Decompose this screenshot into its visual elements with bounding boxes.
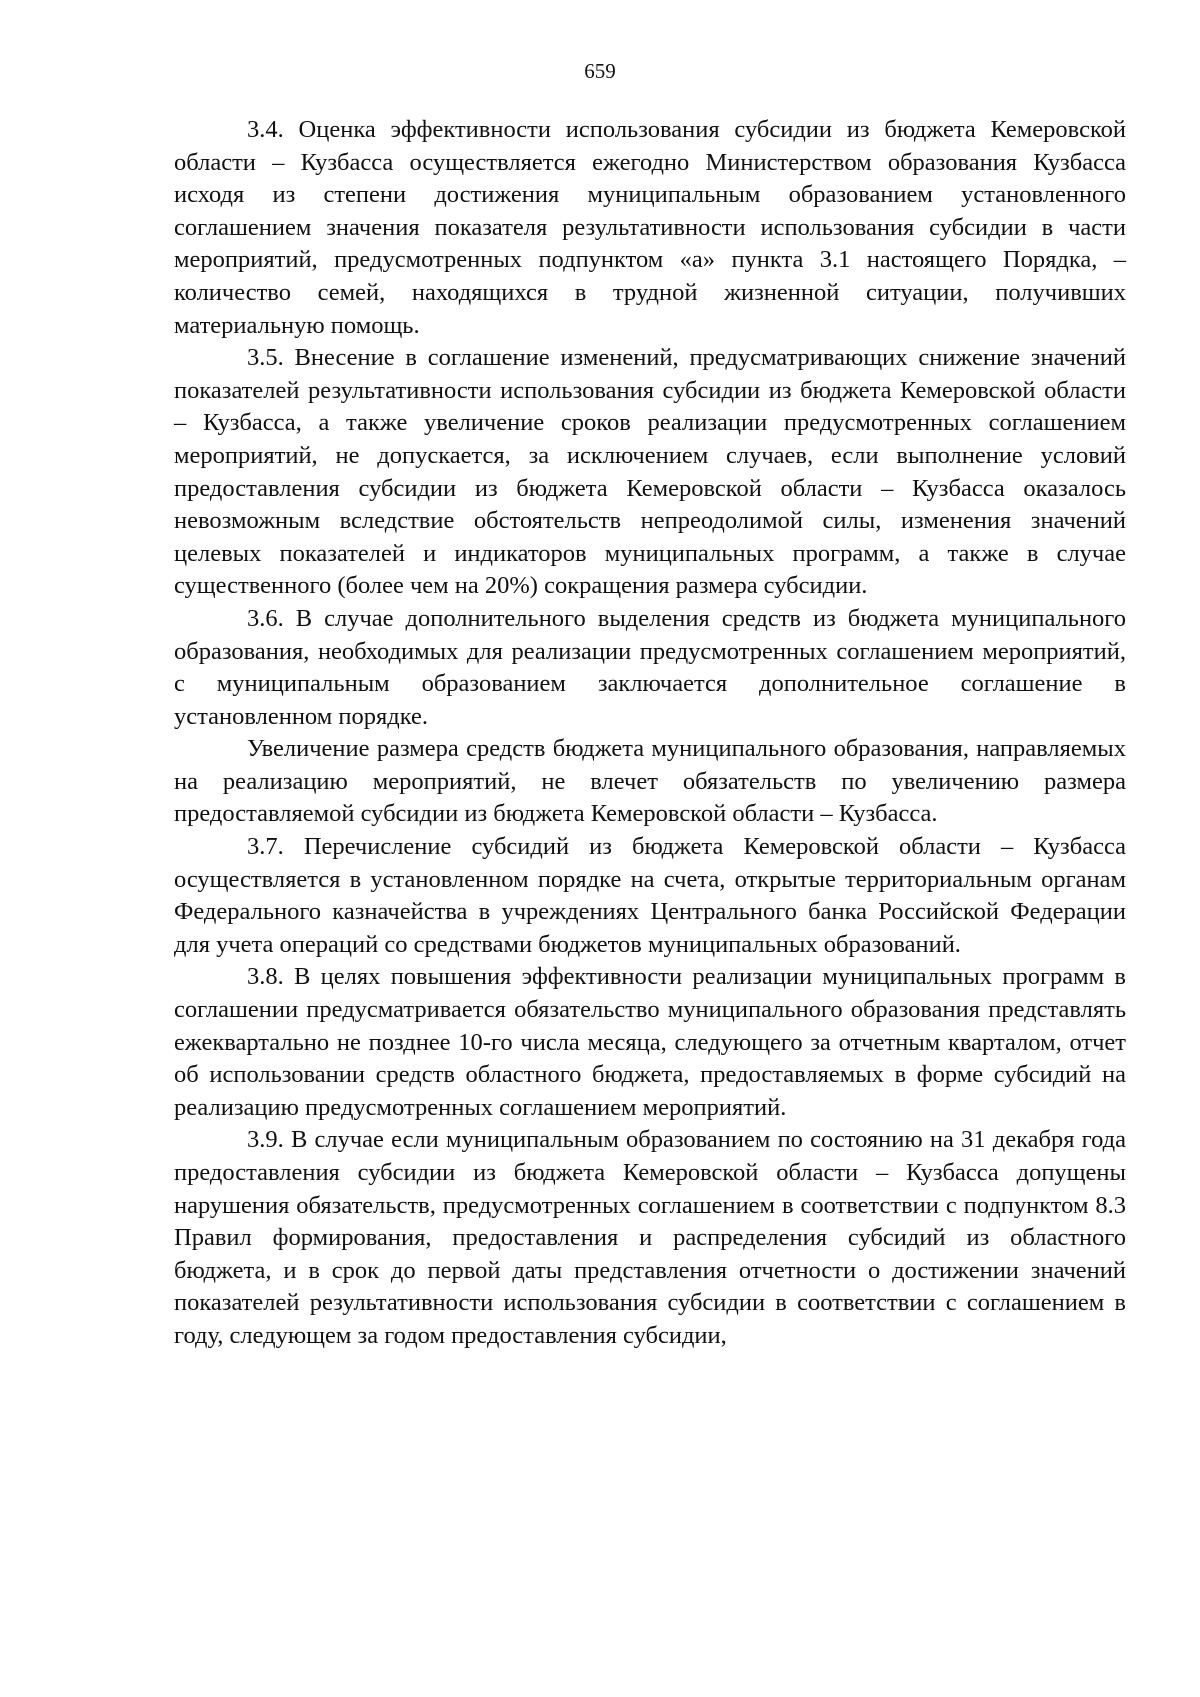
paragraph-3-4: 3.4. Оценка эффективности использования субсидии из бюджета Кемеровской области – Кузбасса осуществляется ежегодно Министерством образования Кузбасса исходя из степени достижения муниципальным образованием установленного соглашением значения показателя результативности использования субсидии в части мероприятий, предусмотренных подпунктом «а» пункта 3.1 настоящего Порядка, – количество семей, находящихся в трудной жизненной ситуации, получивших материальную помощь. (174, 116, 1126, 339)
page-number: 659 (584, 59, 616, 83)
paragraph-3-7: 3.7. Перечисление субсидий из бюджета Кемеровской области – Кузбасса осуществляется в установленном порядке на счета, открытые территориальным органам Федерального казначейства в учреждениях Центрального банка Российской Федерации для учета операций со средствами бюджетов муниципальных образований. (174, 833, 1126, 958)
document-body (174, 114, 1126, 1353)
paragraph-3-6-continued: Увеличение размера средств бюджета муниципального образования, направляемых на реализацию мероприятий, не влечет обязательств по увеличению размера предоставляемой субсидии из бюджета Кемеровской области – Кузбасса. (174, 735, 1126, 828)
paragraph-3-6: 3.6. В случае дополнительного выделения средств из бюджета муниципального образования, необходимых для реализации предусмотренных соглашением мероприятий, с муниципальным образованием заключается дополнительное соглашение в установленном порядке. (174, 604, 1126, 730)
paragraph-3-9: 3.9. В случае если муниципальным образованием по состоянию на 31 декабря года предоставления субсидии из бюджета Кемеровской области – Кузбасса допущены нарушения обязательств, предусмотренных соглашением в соответствии с подпунктом 8.3 Правил формирования, предоставления и распределения субсидий из областного бюджета, и в срок до первой даты представления отчетности о достижении значений показателей результативности использования субсидии в соответствии с соглашением в году, следующем за годом предоставления субсидии, (174, 1126, 1126, 1349)
paragraph-3-8: 3.8. В целях повышения эффективности реализации муниципальных программ в соглашении предусматривается обязательство муниципального образования представлять ежеквартально не позднее 10-го числа месяца, следующего за отчетным кварталом, отчет об использовании средств областного бюджета, предоставляемых в форме субсидий на реализацию предусмотренных соглашением мероприятий. (174, 963, 1126, 1121)
paragraph-3-5: 3.5. Внесение в соглашение изменений, предусматривающих снижение значений показателей результативности использования субсидии из бюджета Кемеровской области – Кузбасса, а также увеличение сроков реализации предусмотренных соглашением мероприятий, не допускается, за исключением случаев, если выполнение условий предоставления субсидии из бюджета Кемеровской области – Кузбасса оказалось невозможным вследствие обстоятельств непреодолимой силы, изменения значений целевых показателей и индикаторов муниципальных программ, а также в случае существенного (более чем на 20%) сокращения размера субсидии. (174, 344, 1126, 600)
